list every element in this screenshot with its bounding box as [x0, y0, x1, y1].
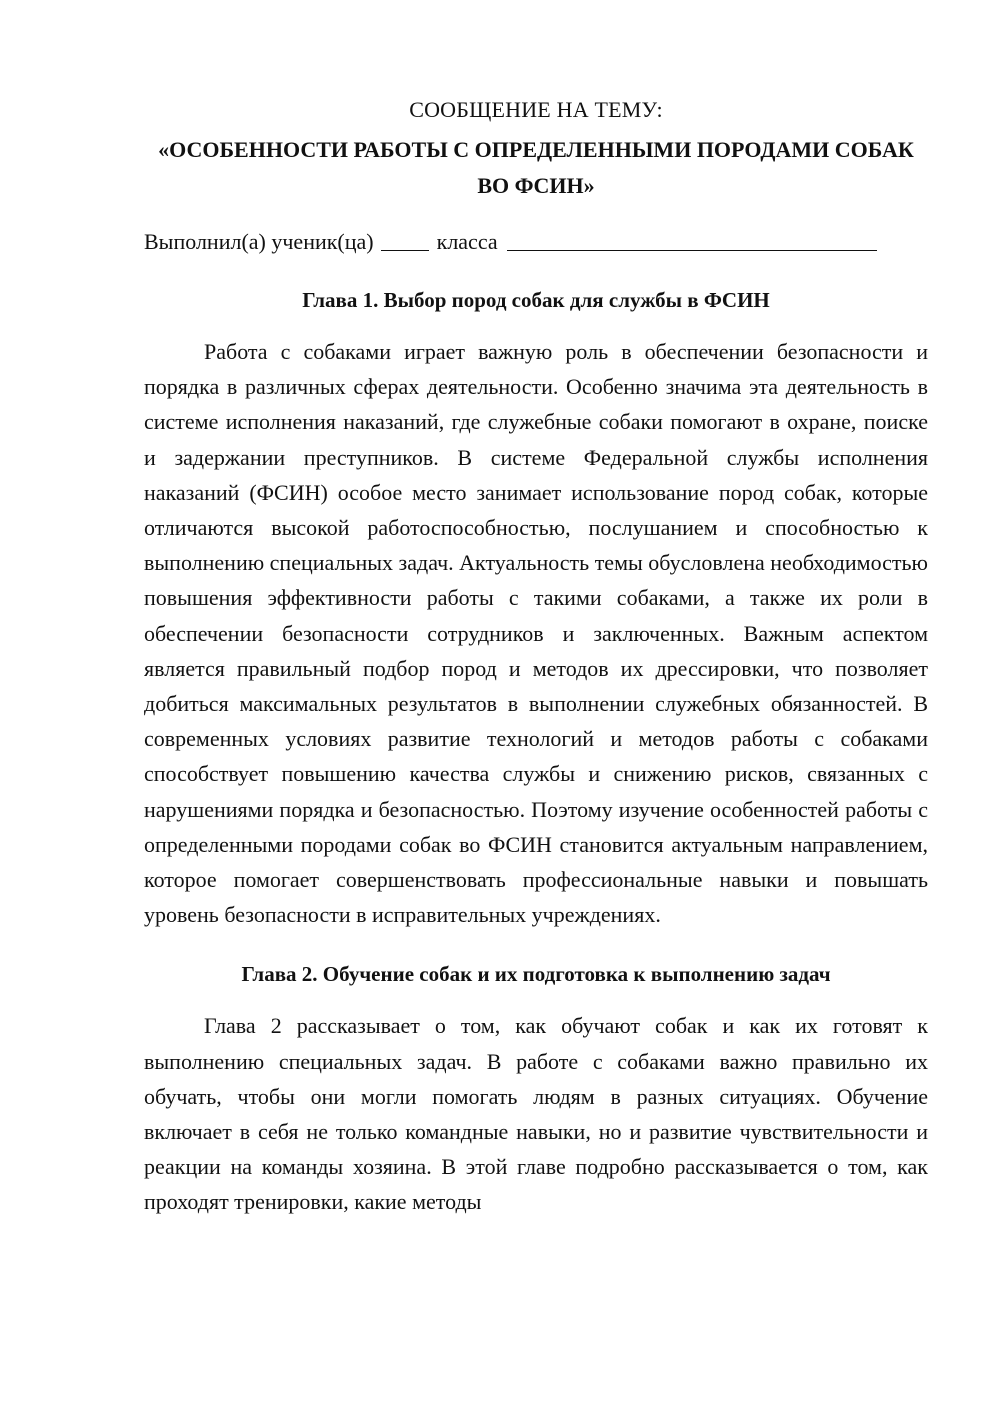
document-page — [144, 92, 928, 1220]
student-prefix-label: Выполнил(а) ученик(ца) — [144, 229, 374, 254]
chapter-1-heading: Глава 1. Выбор пород собак для службы в ФСИН — [302, 288, 770, 312]
class-label: класса — [436, 229, 498, 254]
chapter-1-paragraph: Работа с собаками играет важную роль в обеспечении безопасности и порядка в различных сферах деятельности. Особенно значима эта деятельность в системе исполнения наказаний, где служебные собаки помогают в охране, поиске и задержании преступников. В системе Федеральной службы исполнения наказаний (ФСИН) особое место занимает использование пород собак, которые отличаются высокой работоспособностью, послушанием и способностью к выполнению специальных задач. Актуальность темы обусловлена необходимостью повышения эффективности работы с такими собаками, а также их роли в обеспечении безопасности сотрудников и заключенных. Важным аспектом является правильный подбор пород и методов их дрессировки, что позволяет добиться максимальных результатов в выполнении служебных обязанностей. В современных условиях развитие технологий и методов работы с собаками способствует повышению качества службы и снижению рисков, связанных с нарушениями порядка и безопасностью. Поэтому изучение особенностей работы с определенными породами собак во ФСИН становится актуальным направлением, которое помогает совершенствовать профессиональные навыки и повышать уровень безопасности в исправительных учреждениях. — [144, 339, 928, 928]
chapter-2-heading: Глава 2. Обучение собак и их подготовка к выполнению задач — [241, 962, 831, 987]
student-info-line — [144, 226, 928, 258]
student-name-blank — [507, 228, 877, 251]
document-title-main: «ОСОБЕННОСТИ РАБОТЫ С ОПРЕДЕЛЕННЫМИ ПОРОДАМИ СОБАК ВО ФСИН» — [158, 137, 914, 198]
class-number-blank — [381, 228, 429, 251]
document-title-upper: СООБЩЕНИЕ НА ТЕМУ: — [409, 97, 663, 122]
chapter-2-paragraph: Глава 2 рассказывает о том, как обучают собак и как их готовят к выполнению специальных задач. В работе с собаками важно правильно их обучать, чтобы они могли помогать людям в разных ситуациях. Обучение включает в себя не только командные навыки, но и развитие чувствительности и реакции на команды хозяина. В этой главе подробно рассказывается о том, как проходят тренировки, какие методы — [144, 1013, 928, 1215]
